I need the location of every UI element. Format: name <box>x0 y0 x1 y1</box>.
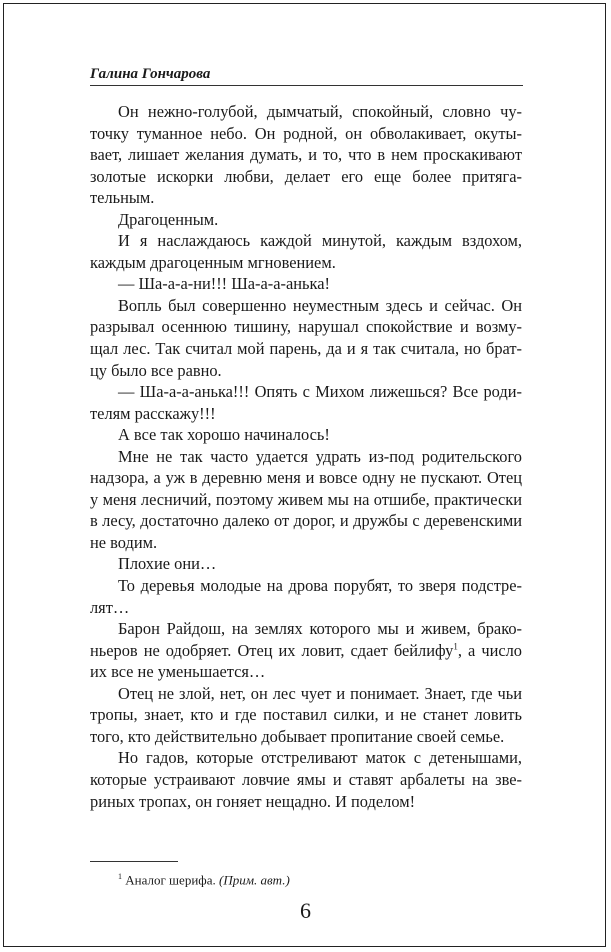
footnote-rule <box>90 861 178 862</box>
paragraph: — Ша-а-а-анька!!! Опять с Михом лижешься? Все родителям расскажу!!! <box>90 382 522 423</box>
paragraph: Но гадов, которые отстреливают маток с детенышами, которые устраивают ловчие ямы и ставят арбалеты на звериных тропах, он гоняет нещадно. И поделом! <box>90 748 522 811</box>
footnote-reference: 1 <box>453 641 458 652</box>
paragraph: Драгоценным. <box>118 209 219 229</box>
footnote <box>118 872 290 888</box>
paragraph: А все так хорошо начиналось! <box>118 425 330 445</box>
header-rule <box>90 85 523 86</box>
paragraph: — Ша-а-а-ни!!! Ша-а-а-анька! <box>118 274 330 294</box>
paragraph: Отец не злой, нет, он лес чует и понимает. Знает, где чьи тропы, знает, кто и где поставил силки, и не станет ловить того, кто действительно добывает пропитание своей семье. <box>90 683 522 746</box>
paragraph: Мне не так часто удается удрать из-под родительского надзора, а уж в деревню меня и вовсе одну не пускают. Отец у меня лесничий, поэтому живем мы на отшибе, практически в лесу, достаточно далеко от дорог, и дружбы с деревенскими не водим. <box>90 446 522 552</box>
paragraph-text: Барон Райдош, на землях которого мы и живем, браконьеров не одобряет. Отец их ловит, сдает бейлифу <box>90 619 522 660</box>
paragraph: Плохие они… <box>118 554 217 574</box>
paragraph: Он нежно-голубой, дымчатый, спокойный, словно чуточку туманное небо. Он родной, он обволакивает, окутывает, лишает желания думать, и то, что в нем проскакивают золотые искорки любви, делает его еще более притягательным. <box>90 102 522 208</box>
paragraph: То деревья молодые на дрова порубят, то зверя подстрелят… <box>90 576 522 617</box>
paragraph: И я наслаждаюсь каждой минутой, каждым вздохом, каждым драгоценным мгновением. <box>90 231 522 272</box>
footnote-author-note: (Прим. авт.) <box>218 872 290 888</box>
footnote-text: Аналог шерифа. <box>122 872 219 888</box>
paragraph-with-footnote <box>90 618 522 683</box>
footnote-number: 1 <box>118 872 122 881</box>
body-text <box>90 101 522 812</box>
page-number: 6 <box>300 898 311 923</box>
paragraph-text: , а число их все не уменьшается… <box>90 640 523 682</box>
paragraph: Вопль был совершенно неуместным здесь и сейчас. Он разрывал осеннюю тишину, нарушал спокойствие и возмущал лес. Так считал мой парень, да и я так считала, но братцу было все равно. <box>90 295 522 380</box>
running-head-author: Галина Гончарова <box>90 66 211 82</box>
